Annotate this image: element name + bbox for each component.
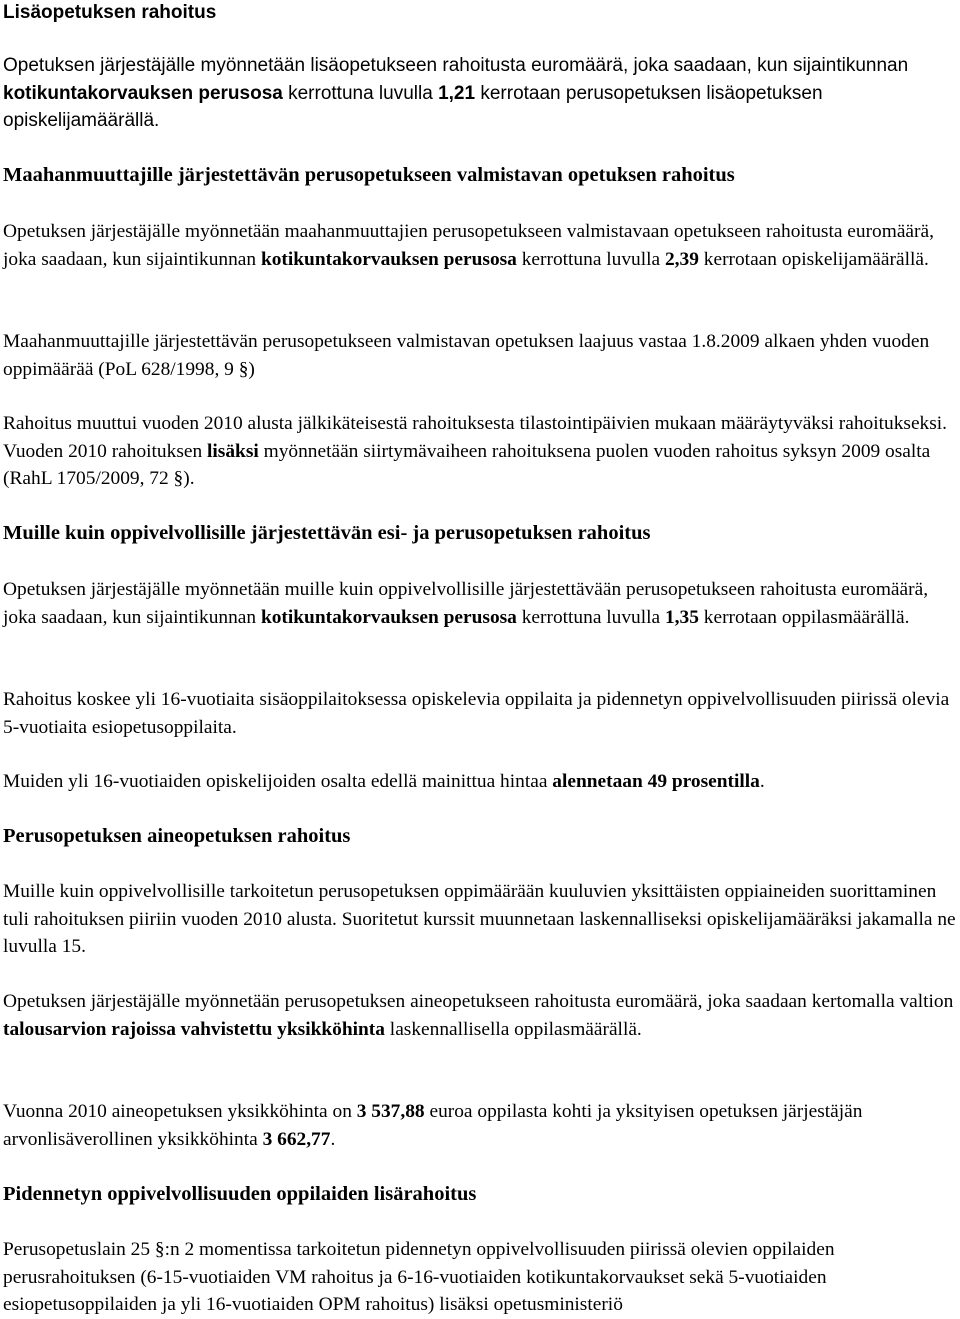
text-run: . <box>759 771 765 792</box>
text-run: Maahanmuuttajille järjestettävän perusopetukseen valmistavan opetuksen rahoitus <box>3 164 735 186</box>
section-heading-1 <box>3 0 960 26</box>
text-run: Perusopetuksen aineopetuksen rahoitus <box>3 825 351 847</box>
paragraph-5 <box>3 576 960 631</box>
text-run: Pidennetyn oppivelvollisuuden oppilaiden lisärahoitus <box>3 1183 477 1205</box>
text-run: kerrottuna luvulla <box>516 248 665 270</box>
section-heading-5 <box>3 1181 960 1207</box>
text-run: Rahoitus koskee yli 16-vuotiaita sisäoppilaitoksessa opiskelevia oppilaita ja pidennetyn oppivelvollisuuden piirissä olevia 5-vuotiaita esiopetusoppilaita. <box>3 689 950 738</box>
emphasis-text: lisäksi <box>207 440 259 462</box>
text-run: kerrotaan oppilasmäärällä. <box>698 606 910 628</box>
section-heading-2 <box>3 162 960 188</box>
paragraph-11 <box>3 1236 960 1319</box>
section-heading-4 <box>3 823 960 849</box>
emphasis-text: kotikuntakorvauksen perusosa <box>260 606 517 628</box>
text-run: kerrotaan opiskelijamäärällä. <box>698 248 929 270</box>
emphasis-text: 3 537,88 <box>356 1101 425 1122</box>
paragraph-10 <box>3 1098 960 1153</box>
text-run: Opetuksen järjestäjälle myönnetään lisäopetukseen rahoitusta euromäärä, joka saadaan, kun sijaintikunnan <box>3 55 909 76</box>
paragraph-6 <box>3 686 960 741</box>
text-run: Muille kuin oppivelvollisille järjestettävän esi- ja perusopetuksen rahoitus <box>3 522 651 544</box>
paragraph-4 <box>3 410 960 493</box>
paragraph-3 <box>3 328 960 383</box>
emphasis-text: kotikuntakorvauksen perusosa <box>3 82 283 104</box>
emphasis-text: alennetaan 49 prosentilla <box>552 771 760 792</box>
paragraph-2 <box>3 218 960 273</box>
text-run: Opetuksen järjestäjälle myönnetään perusopetuksen aineopetukseen rahoitusta euromäärä, joka saadaan kertomalla valtion <box>3 991 954 1012</box>
text-run: Muille kuin oppivelvollisille tarkoitetun perusopetuksen oppimäärään kuuluvien yksittäisten oppiaineiden suorittaminen tuli rahoituksen piiriin vuoden 2010 alusta. Suoritetut kurssit muunnetaan laskennalliseksi opiskelijamääräksi jakamalla ne luvulla 15. <box>3 881 956 957</box>
text-run: Lisäopetuksen rahoitus <box>3 2 217 23</box>
text-run: laskennallisella oppilasmäärällä. <box>384 1018 642 1040</box>
text-run: Perusopetuslain 25 §:n 2 momentissa tarkoitetun pidennetyn oppivelvollisuuden piirissä olevien oppilaiden perusrahoituksen (6-15-vuotiaiden VM rahoitus ja 6-16-vuotiaiden kotikuntakorvaukset sekä 5-vuotiaiden esiopetusoppilaiden ja yli 16-vuotiaiden OPM rahoitus) lisäksi opetusministeriö <box>3 1239 835 1315</box>
text-run: kerrottuna luvulla <box>282 82 439 104</box>
text-run: Opetuksen järjestäjälle myönnetään muille kuin oppivelvollisille järjestettävään perusopetukseen rahoitusta euromäärä, joka saadaan, kun sijaintikunnan <box>3 579 929 628</box>
paragraph-8 <box>3 878 960 961</box>
text-run: Opetuksen järjestäjälle myönnetään maahanmuuttajien perusopetukseen valmistavaan opetukseen rahoitusta euromäärä, joka saadaan, kun sijaintikunnan <box>3 221 934 270</box>
text-run: Vuonna 2010 aineopetuksen yksikköhinta on <box>3 1101 357 1122</box>
emphasis-text: talousarvion rajoissa vahvistettu yksikköhinta <box>3 1018 385 1040</box>
section-heading-3 <box>3 520 960 546</box>
emphasis-text: 3 662,77 <box>262 1128 331 1150</box>
text-run: . <box>330 1128 336 1150</box>
emphasis-text: 1,35 <box>664 606 699 628</box>
text-run: euroa oppilasta kohti ja yksityisen opetuksen järjestäjän arvonlisäverollinen yksikköhinta <box>3 1101 863 1150</box>
text-run: kerrotaan perusopetuksen lisäopetuksen opiskelijamäärällä. <box>3 82 823 131</box>
text-run: myönnetään siirtymävaiheen rahoituksena puolen vuoden rahoitus syksyn 2009 osalta (RahL 1705/2009, 72 §). <box>3 440 931 489</box>
text-run: Rahoitus muuttui vuoden 2010 alusta jälkikäteisestä rahoituksesta tilastointipäivien mukaan määräytyväksi rahoitukseksi. Vuoden 2010 rahoituksen <box>3 413 948 462</box>
text-run: kerrottuna luvulla <box>516 606 665 628</box>
paragraph-7 <box>3 768 960 796</box>
emphasis-text: 2,39 <box>664 248 699 270</box>
text-run: Maahanmuuttajille järjestettävän perusopetukseen valmistavan opetuksen laajuus vastaa 1.8.2009 alkaen yhden vuoden oppimäärää (PoL 628/1998, 9 §) <box>3 331 930 380</box>
emphasis-text: 1,21 <box>438 82 476 104</box>
emphasis-text: kotikuntakorvauksen perusosa <box>260 248 517 270</box>
paragraph-9 <box>3 988 960 1043</box>
text-run: Muiden yli 16-vuotiaiden opiskelijoiden osalta edellä mainittua hintaa <box>3 771 553 792</box>
paragraph-1 <box>3 52 960 135</box>
